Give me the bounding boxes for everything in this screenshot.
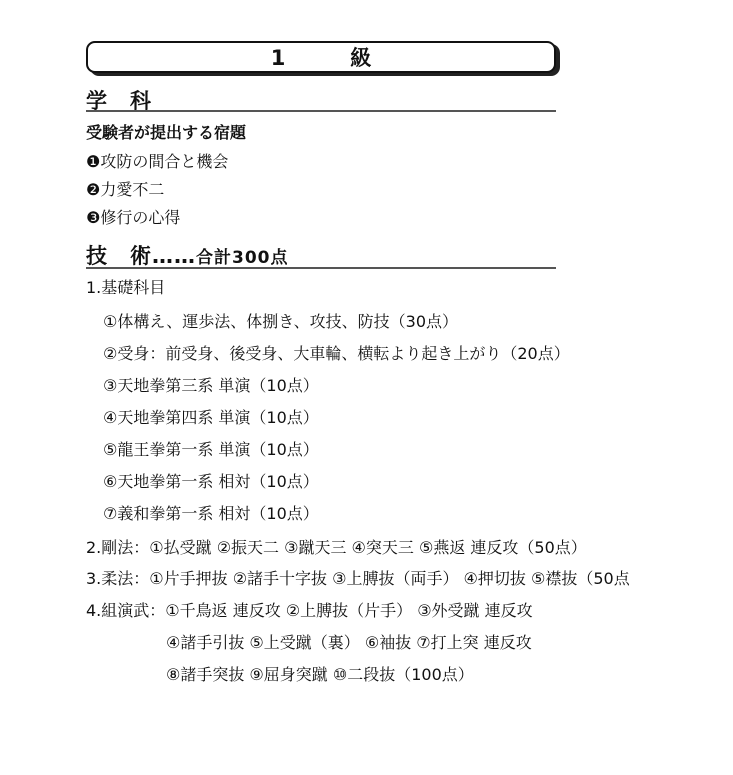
- kumi-enbu-line-1: 4.組演武：①千鳥返 連反攻 ②上膊抜（片手） ③外受蹴 連反攻: [86, 601, 533, 620]
- basic-subjects-heading: 1.基礎科目: [86, 278, 166, 297]
- technique-heading: [86, 240, 289, 270]
- technique-heading-main: 技 術……: [86, 244, 196, 268]
- level-title: 1 級: [270, 46, 394, 70]
- homework-item-1: ❶攻防の間合と機会: [86, 152, 229, 171]
- basic-item-6: ⑥天地拳第一系 相対（10点）: [103, 472, 319, 491]
- homework-item-2: ❷力愛不二: [86, 180, 165, 199]
- basic-item-5: ⑤龍王拳第一系 単演（10点）: [103, 440, 319, 459]
- basic-item-4: ④天地拳第四系 単演（10点）: [103, 408, 319, 427]
- homework-subheading: 受験者が提出する宿題: [86, 123, 247, 142]
- academics-divider: [86, 110, 556, 112]
- goho-line: 2.剛法：①払受蹴 ②振天二 ③蹴天三 ④突天三 ⑤燕返 連反攻（50点）: [86, 538, 587, 557]
- homework-item-3: ❸修行の心得: [86, 208, 181, 227]
- basic-item-1: ①体構え、運歩法、体捌き、攻技、防技（30点）: [103, 312, 459, 331]
- kumi-enbu-line-3: ⑧諸手突抜 ⑨屈身突蹴 ⑩二段抜（100点）: [166, 665, 474, 684]
- technique-total: 合計300点: [196, 248, 289, 268]
- juho-line: 3.柔法：①片手押抜 ②諸手十字抜 ③上膊抜（両手） ④押切抜 ⑤襟抜（50点: [86, 569, 630, 588]
- basic-item-2: ②受身：前受身、後受身、大車輪、横転より起き上がり（20点）: [103, 344, 570, 363]
- level-title-box: [86, 41, 556, 73]
- academics-heading: 学 科: [86, 89, 152, 113]
- technique-divider: [86, 267, 556, 269]
- basic-item-3: ③天地拳第三系 単演（10点）: [103, 376, 319, 395]
- kumi-enbu-line-2: ④諸手引抜 ⑤上受蹴（裏） ⑥袖抜 ⑦打上突 連反攻: [166, 633, 532, 652]
- basic-item-7: ⑦義和拳第一系 相対（10点）: [103, 504, 319, 523]
